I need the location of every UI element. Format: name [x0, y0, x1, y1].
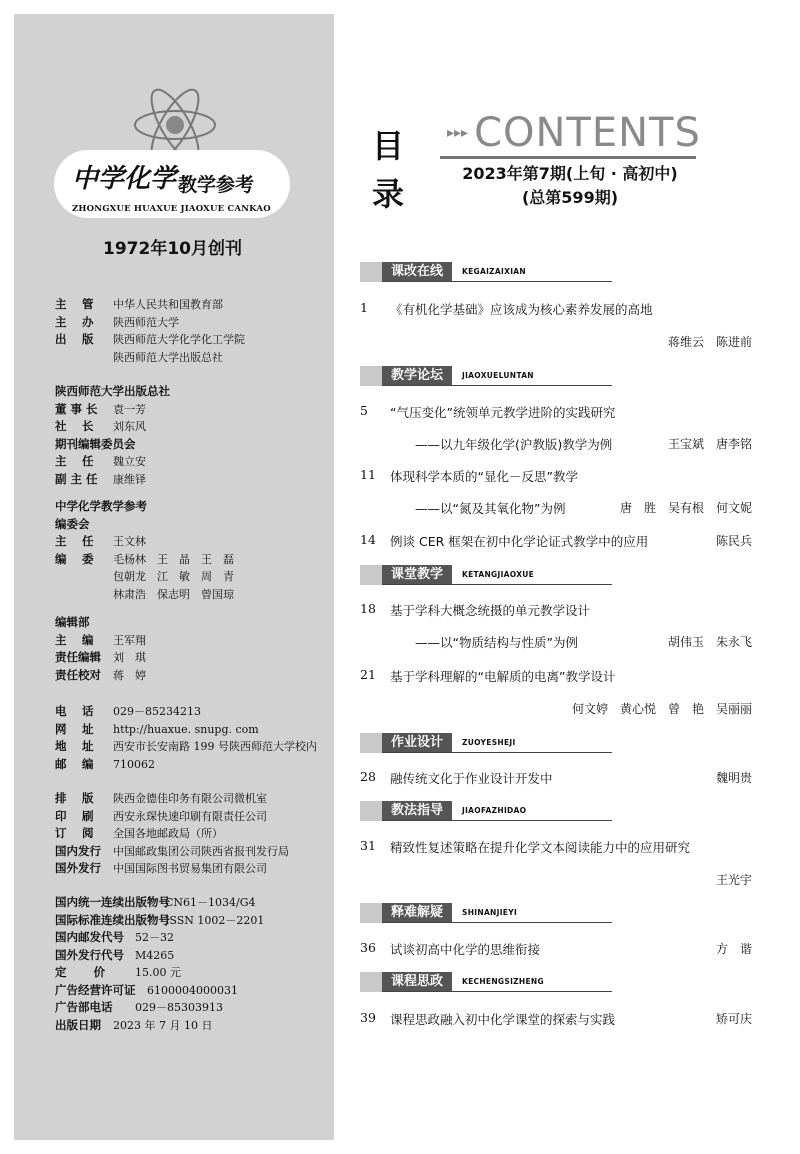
toc-entry[interactable] — [360, 1010, 752, 1030]
row-key: 邮 编 — [55, 756, 94, 771]
page-number: 28 — [360, 769, 376, 784]
dept-row — [55, 667, 146, 685]
row-key: 国内统一连续出版物号 — [55, 895, 170, 909]
row-value: 西安市长安南路 199 号陕西师范大学校内 — [113, 740, 317, 753]
row-value: 毛杨林 王 晶 王 磊 — [113, 552, 234, 566]
section-arrow-icon — [360, 565, 384, 585]
double-arrow-icon: ▸▸▸ — [447, 125, 469, 141]
row-key: 副 主 任 — [55, 471, 98, 486]
contact-row — [55, 756, 317, 774]
publisher-row — [55, 296, 245, 314]
editorial-row — [55, 568, 234, 586]
editorial-dept-block — [55, 614, 146, 684]
article-title: 例谈 CER 框架在初中化学论证式教学中的应用 — [390, 534, 649, 549]
page-number: 18 — [360, 601, 376, 616]
committee-row — [55, 453, 170, 471]
editorial-board-block — [55, 498, 234, 603]
article-authors: 蒋维云 陈进前 — [667, 335, 752, 349]
row-value: 52－32 — [135, 931, 174, 944]
section-label: 释难解疑 — [382, 903, 452, 923]
section-pinyin: SHINANJIEYI — [462, 908, 518, 917]
press-row — [55, 418, 170, 436]
code-row — [55, 894, 264, 912]
website-link[interactable]: http://huaxue. snupg. com — [113, 722, 259, 736]
row-key: 订 阅 — [55, 826, 94, 840]
row-key: 责任校对 — [55, 667, 101, 682]
row-key: 出版日期 — [55, 1017, 101, 1032]
toc-entry[interactable] — [360, 601, 752, 651]
row-key: 排 版 — [55, 791, 94, 805]
journal-name-tail: 教学参考 — [178, 174, 255, 196]
issue-line: 2023年第7期(上旬 · 高初中) — [462, 164, 678, 183]
print-row — [55, 790, 289, 808]
section-rule — [382, 922, 612, 923]
row-value: 029－85234213 — [113, 705, 201, 718]
issue-total: (总第599期) — [521, 188, 619, 207]
toc-entry[interactable] — [360, 769, 752, 789]
section-rule — [382, 281, 612, 282]
editorial-row — [55, 551, 234, 569]
row-key: 责任编辑 — [55, 650, 101, 664]
print-row — [55, 825, 289, 843]
row-value: 中国邮政集团公司陕西省报刊发行局 — [113, 844, 289, 858]
print-row — [55, 808, 289, 826]
row-key: 主 任 — [55, 454, 94, 468]
contact-row — [55, 721, 317, 739]
publisher-row — [55, 349, 245, 367]
section-rule — [382, 991, 612, 992]
section-rule — [382, 584, 612, 585]
editorial-row — [55, 586, 234, 604]
section-pinyin: KETANGJIAOXUE — [462, 570, 535, 579]
dept-heading: 编辑部 — [55, 615, 90, 629]
article-authors: 胡伟玉 朱永飞 — [667, 635, 752, 649]
row-key: 主 — [55, 314, 67, 329]
section-label: 教法指导 — [382, 801, 452, 821]
contact-block — [55, 703, 317, 773]
row-value: 029－85303913 — [135, 1001, 223, 1014]
journal-name-pinyin: ZHONGXUE HUAXUE JIAOXUE CANKAO — [72, 204, 271, 214]
mulu-char: 目 — [372, 127, 405, 165]
article-authors: 何文婷 黄心悦 曾 艳 吴丽丽 — [571, 702, 752, 716]
section-rule — [382, 820, 612, 821]
printing-block — [55, 790, 289, 878]
article-title: 试谈初高中化学的思维衔接 — [390, 942, 541, 957]
section-label: 课程思政 — [382, 972, 452, 992]
article-subtitle: ——以“氮及其氧化物”为例 — [415, 501, 566, 516]
row-key: 国内发行 — [55, 843, 101, 858]
row-value: 康维铎 — [113, 472, 146, 486]
section-label: 教学论坛 — [382, 366, 452, 386]
press-block — [55, 383, 170, 488]
row-key: 印 刷 — [55, 808, 94, 823]
article-subtitle: ——以“物质结构与性质”为例 — [415, 635, 578, 650]
section-arrow-icon — [360, 733, 384, 753]
row-value: 陕西师范大学出版总社 — [113, 350, 223, 364]
dept-row — [55, 649, 146, 667]
editorial-row — [55, 533, 234, 551]
article-title: 体现科学本质的“显化－反思”教学 — [390, 469, 578, 484]
row-value: 刘 琪 — [113, 651, 146, 664]
row-value: 陕西金德佳印务有限公司微机室 — [113, 792, 267, 805]
row-key: 电 话 — [55, 704, 94, 718]
page-number: 21 — [360, 667, 376, 682]
row-value: 蒋 婷 — [113, 668, 146, 682]
toc-entry[interactable] — [360, 300, 752, 350]
row-key: 编 委 — [55, 551, 94, 566]
row-value: 15.00 元 — [135, 966, 181, 979]
article-authors: 唐 胜 吴有根 何文妮 — [619, 501, 752, 515]
code-row — [55, 999, 264, 1017]
row-key: 国际标准连续出版物号 — [55, 912, 170, 927]
section-rule — [382, 385, 612, 386]
row-value: ISSN 1002－2201 — [165, 913, 265, 927]
press-row — [55, 401, 170, 419]
row-value: 袁一芳 — [113, 402, 146, 416]
print-row — [55, 860, 289, 878]
page-number: 31 — [360, 838, 376, 853]
article-authors: 魏明贵 — [715, 771, 752, 785]
section-label: 作业设计 — [382, 733, 452, 753]
code-row — [55, 929, 264, 947]
section-arrow-icon — [360, 801, 384, 821]
page-number: 11 — [360, 467, 376, 482]
press-heading: 陕西师范大学出版总社 — [55, 384, 170, 398]
row-value: 王文林 — [113, 535, 146, 548]
section-arrow-icon — [360, 903, 384, 923]
toc-entry[interactable] — [360, 838, 752, 888]
row-key: 主 任 — [55, 534, 94, 548]
row-value: 陕西师范大学 — [113, 315, 179, 329]
editorial-heading: 中学化学教学参考 — [55, 499, 147, 513]
code-row — [55, 982, 264, 1000]
article-subtitle: ——以九年级化学(沪教版)教学为例 — [415, 437, 613, 452]
row-value: 中华人民共和国教育部 — [113, 298, 223, 311]
section-pinyin: KECHENGSIZHENG — [462, 977, 544, 986]
section-pinyin: JIAOXUELUNTAN — [462, 371, 534, 380]
publisher-block — [55, 296, 245, 366]
row-value: 西安永琛快速印刷有限责任公司 — [113, 809, 267, 823]
mulu-heading — [372, 122, 404, 218]
section-pinyin: ZUOYESHEJI — [462, 738, 516, 747]
page-number: 39 — [360, 1010, 376, 1025]
code-row — [55, 964, 264, 982]
row-key: 国外发行 — [55, 861, 101, 875]
mulu-char: 录 — [372, 175, 405, 213]
toc-entry[interactable] — [360, 940, 752, 960]
dept-row — [55, 632, 146, 650]
codes-block — [55, 894, 264, 1034]
page-number: 36 — [360, 940, 376, 955]
row-key: 董 事 长 — [55, 401, 98, 416]
row-value: 包朝龙 江 敏 周 青 — [113, 570, 234, 583]
issue-info — [446, 162, 694, 210]
contents-title: CONTENTS — [474, 110, 701, 156]
contact-row — [55, 738, 317, 756]
article-title: 《有机化学基础》应该成为核心素养发展的高地 — [390, 302, 653, 317]
code-row — [55, 912, 264, 930]
contents-header — [447, 110, 701, 156]
section-arrow-icon — [360, 366, 384, 386]
section-rule — [382, 752, 612, 753]
publisher-row — [55, 314, 245, 332]
committee-row — [55, 471, 170, 489]
row-key: 出 — [55, 332, 67, 346]
contact-row — [55, 703, 317, 721]
row-key: 定 价 — [55, 965, 106, 979]
page-number: 1 — [360, 300, 368, 315]
row-key: 地 址 — [55, 739, 94, 753]
committee-heading: 期刊编辑委员会 — [55, 436, 136, 451]
article-title: “气压变化”统领单元教学进阶的实践研究 — [390, 405, 616, 420]
article-title: 基于学科理解的“电解质的电离”教学设计 — [390, 669, 616, 684]
section-arrow-icon — [360, 972, 384, 992]
section-arrow-icon — [360, 262, 384, 282]
section-pinyin: JIAOFAZHIDAO — [462, 806, 527, 815]
row-value: CN61－1034/G4 — [165, 896, 256, 909]
row-key: 网 址 — [55, 721, 94, 736]
row-key: 国内邮发代号 — [55, 930, 124, 944]
row-value: 刘东风 — [113, 420, 146, 433]
contents-divider — [440, 156, 696, 159]
row-value: 陕西师范大学化学化工学院 — [113, 333, 245, 346]
print-row — [55, 843, 289, 861]
row-key: 国外发行代号 — [55, 947, 124, 962]
journal-name-script: 中学化学 — [72, 164, 177, 194]
page-number: 14 — [360, 532, 376, 547]
publisher-row — [55, 331, 245, 349]
toc-entry[interactable] — [360, 667, 752, 717]
article-title: 精致性复述策略在提升化学文本阅读能力中的应用研究 — [390, 840, 691, 855]
row-key: 广告经营许可证 — [55, 982, 136, 997]
code-row — [55, 947, 264, 965]
row-key: 版 — [82, 332, 94, 346]
toc-entry[interactable] — [360, 532, 752, 552]
row-value: 6100004000031 — [147, 983, 238, 997]
article-authors: 方 谐 — [715, 942, 752, 956]
article-title: 基于学科大概念统摄的单元教学设计 — [390, 603, 591, 618]
row-value: 710062 — [113, 757, 155, 771]
toc-entry[interactable] — [360, 467, 752, 517]
section-label: 课堂教学 — [382, 565, 452, 585]
row-key: 办 — [82, 314, 94, 329]
founded-date: 1972年10月创刊 — [103, 239, 242, 259]
article-authors: 矫可庆 — [715, 1012, 752, 1026]
row-value: M4265 — [135, 948, 175, 962]
row-key: 管 — [82, 297, 94, 311]
code-row — [55, 1017, 264, 1035]
editorial-subheading: 编委会 — [55, 516, 90, 531]
page-number: 5 — [360, 403, 368, 418]
row-key: 主 编 — [55, 632, 94, 647]
row-value: 林肃浩 保志明 曾国琼 — [113, 587, 234, 601]
section-pinyin: KEGAIZAIXIAN — [462, 267, 526, 276]
row-key: 广告部电话 — [55, 1000, 113, 1014]
section-label: 课改在线 — [382, 262, 452, 282]
article-authors: 王光宇 — [715, 873, 752, 887]
article-authors: 陈民兵 — [715, 534, 752, 548]
row-key: 主 — [55, 297, 67, 311]
row-key: 社 长 — [55, 419, 94, 433]
article-title: 融传统文化于作业设计开发中 — [390, 771, 553, 786]
row-value: 全国各地邮政局（所） — [113, 827, 223, 840]
row-value: 魏立安 — [113, 455, 146, 468]
row-value: 王军翔 — [113, 633, 146, 647]
toc-entry[interactable] — [360, 403, 752, 453]
row-value: 2023 年 7 月 10 日 — [113, 1018, 213, 1032]
article-authors: 王宝斌 唐李铭 — [667, 437, 752, 451]
article-title: 课程思政融入初中化学课堂的探索与实践 — [390, 1012, 616, 1027]
row-value: 中国国际图书贸易集团有限公司 — [113, 862, 267, 875]
